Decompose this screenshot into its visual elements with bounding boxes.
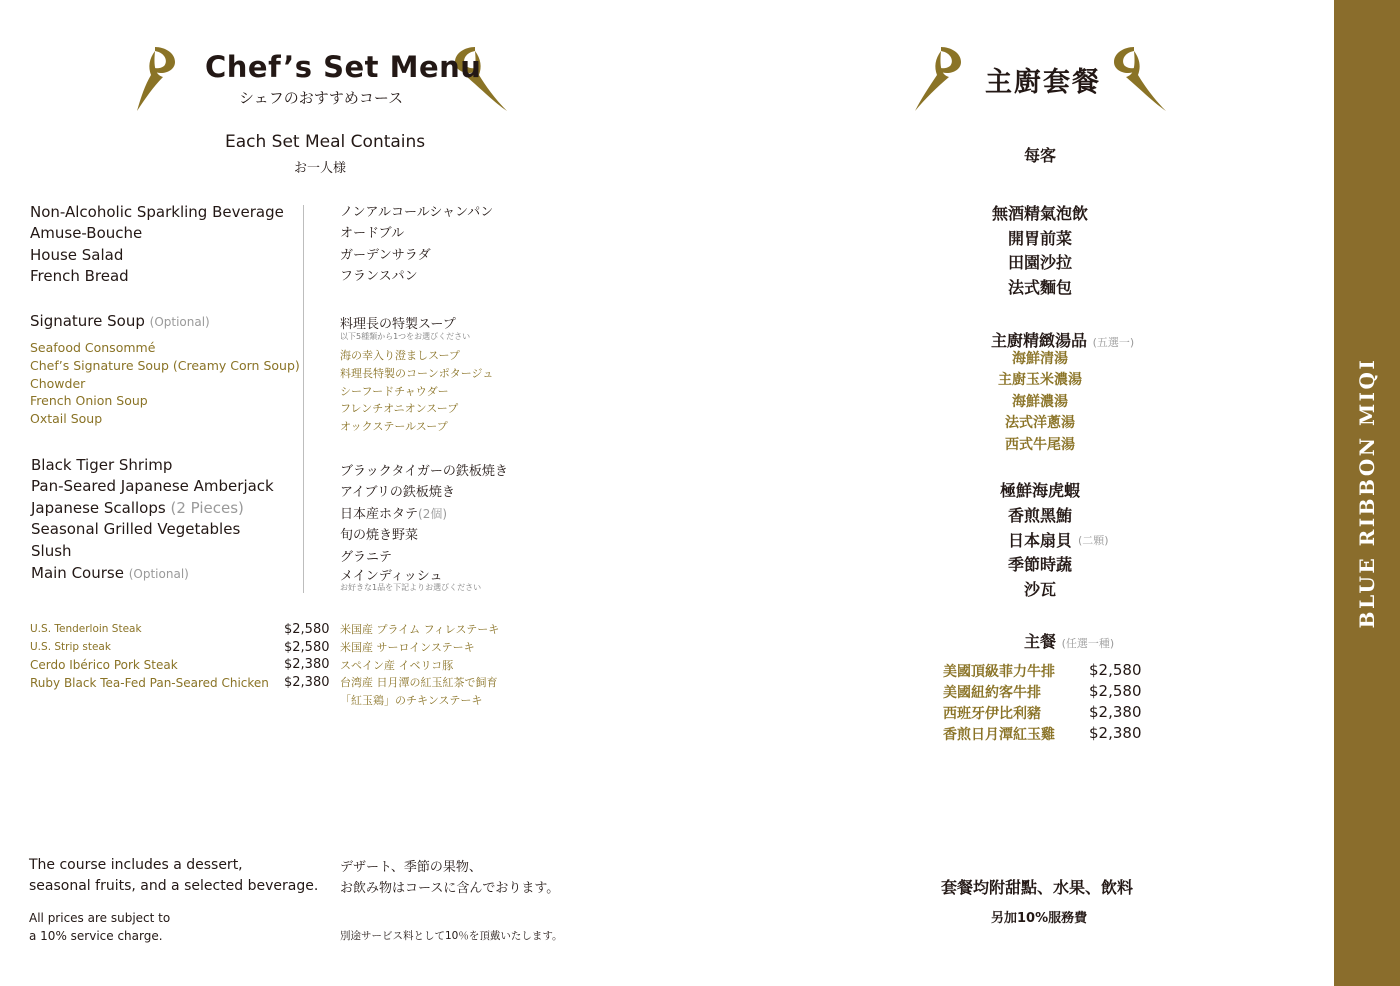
main-course-zh (1024, 629, 1114, 652)
entree-name-zh: 美國頂級菲力牛排 (943, 664, 1055, 680)
logo-mark-left-icon (137, 45, 179, 111)
footer-line-en-2: seasonal fruits, and a selected beverage. (29, 878, 319, 894)
entree-name-zh: 西班牙伊比利豬 (943, 706, 1041, 722)
footer-line-ja-1: デザート、季節の果物、 (340, 860, 482, 875)
service-note-en-1: All prices are subject to (29, 911, 171, 925)
soup-heading-zh (991, 328, 1134, 351)
entree-name: U.S. Strip steak (30, 641, 111, 653)
list-item: Seasonal Grilled Vegetables (31, 520, 241, 539)
soup-note-ja: 以下5種類から1つをお選びください (340, 332, 471, 341)
soup-note-zh: (五選一) (1092, 336, 1135, 349)
brand-name: BLUE RIBBON MIQI (1355, 357, 1379, 629)
entree-price-zh: $2,580 (1089, 682, 1142, 700)
soup-heading-ja: 料理長の特製スープ (340, 317, 456, 332)
entree-list-ja (340, 621, 499, 710)
list-item: Chef’s Signature Soup (Creamy Corn Soup) (30, 357, 300, 373)
list-item: 主廚玉米濃湯 (998, 372, 1082, 389)
list-item: 米国産 プライム フィレステーキ (340, 623, 500, 636)
list-item: オックステールスープ (340, 420, 448, 434)
footer-line-zh-1: 套餐均附甜點、水果、飲料 (941, 878, 1134, 897)
page-title-ja: シェフのおすすめコース (239, 89, 404, 107)
entree-row (30, 623, 142, 635)
list-item: 法式麵包 (1007, 277, 1072, 297)
main-course-note-zh: (任選一種) (1061, 637, 1115, 650)
list-item: French Onion Soup (30, 393, 148, 409)
list-item: Non-Alcoholic Sparkling Beverage (30, 203, 284, 221)
list-item: 「紅玉鶏」のチキンステーキ (340, 694, 483, 708)
list-item: 海の幸入り澄ましスープ (340, 349, 460, 362)
each-set-heading-ja: お一人様 (294, 161, 347, 176)
list-item: フランスパン (340, 269, 418, 285)
list-item: 台湾産 日月潭の紅玉紅茶で飼育 (340, 676, 498, 690)
main-course-optional: (Optional) (128, 567, 189, 582)
entree-row (30, 641, 111, 653)
list-item: シーフードチャウダー (340, 384, 449, 398)
main-course-label: 主餐 (1024, 632, 1057, 651)
entree-name: Cerdo Ibérico Pork Steak (30, 658, 178, 672)
service-note-en-2: a 10% service charge. (29, 929, 163, 943)
list-item: Pan-Seared Japanese Amberjack (31, 477, 274, 496)
soup-optional-label: (Optional) (149, 315, 210, 329)
list-item: 季節時蔬 (1007, 555, 1072, 575)
list-item: Amuse-Bouche (30, 224, 143, 243)
entree-name: U.S. Tenderloin Steak (30, 623, 142, 635)
list-item: 料理長特製のコーンポタージュ (340, 366, 494, 380)
entree-name: Ruby Black Tea-Fed Pan-Seared Chicken (30, 676, 269, 690)
soup-heading-label: Signature Soup (30, 312, 145, 330)
scallops-note: (2個) (418, 506, 448, 521)
list-item: オードブル (340, 226, 405, 242)
scallops-label: Japanese Scallops (31, 498, 166, 517)
logo-mark-right-zh-icon (1110, 45, 1166, 111)
main-course-label: Main Course (31, 564, 124, 583)
list-item: 極鮮海虎蝦 (999, 481, 1080, 500)
soup-heading-label: 主廚精緻湯品 (991, 331, 1088, 350)
list-item: Black Tiger Shrimp (31, 456, 173, 474)
list-item (31, 498, 274, 519)
list-item (340, 504, 508, 525)
list-item: Seafood Consommé (30, 340, 156, 355)
entree-price: $2,380 (284, 675, 330, 690)
list-item: House Salad (30, 245, 124, 264)
main-course-note-ja: お好きな1品を下記よりお選びください (340, 583, 482, 592)
list-item: 無酒精氣泡飲 (991, 204, 1088, 223)
soup-list-en (30, 339, 300, 428)
list-item: 旬の焼き野菜 (340, 528, 419, 544)
list-item: Chowder (30, 375, 86, 391)
starters-list-zh (940, 202, 1140, 300)
list-item: 法式洋蔥湯 (1005, 415, 1075, 432)
list-item: French Bread (30, 267, 129, 286)
list-item: アイブリの鉄板焼き (340, 485, 455, 501)
soup-heading-en (30, 312, 210, 330)
entree-row (30, 658, 178, 672)
entree-price: $2,580 (284, 622, 330, 637)
list-item: Slush (31, 541, 72, 560)
list-item: 海鮮濃湯 (1012, 393, 1068, 410)
list-item (31, 563, 274, 585)
column-divider (303, 205, 304, 593)
starters-list-en (30, 202, 284, 288)
each-set-heading-zh: 每客 (1024, 146, 1057, 165)
scallops-note: (二顆) (1078, 533, 1109, 547)
list-item: ガーデンサラダ (340, 247, 431, 263)
list-item: グラニテ (340, 549, 393, 565)
service-note-zh: 另加10%服務費 (991, 911, 1088, 926)
list-item: 沙瓦 (1023, 580, 1056, 600)
soup-list-zh (940, 349, 1140, 456)
footer-line-ja-2: お飲み物はコースに含んでおります。 (340, 881, 560, 896)
soup-list-ja (340, 347, 493, 436)
mains-list-ja (340, 461, 508, 568)
mains-list-en (31, 455, 274, 585)
each-set-heading: Each Set Meal Contains (225, 132, 426, 152)
entree-price-zh: $2,380 (1089, 703, 1142, 721)
mains-list-zh (940, 479, 1140, 603)
list-item: Oxtail Soup (30, 411, 103, 427)
entree-name-zh: 美國紐約客牛排 (943, 685, 1041, 701)
list-item: 田園沙拉 (1007, 253, 1072, 272)
starters-list-ja (340, 202, 493, 288)
entree-price-zh: $2,580 (1089, 661, 1142, 679)
entree-row (30, 676, 269, 690)
list-item: 海鮮清湯 (1012, 351, 1068, 367)
list-item (940, 529, 1140, 554)
logo-mark-left-zh-icon (915, 45, 967, 111)
list-item: フレンチオニオンスープ (340, 402, 459, 416)
scallops-note: (2 Pieces) (170, 498, 244, 517)
list-item: スペイン産 イベリコ豚 (340, 658, 454, 672)
scallops-label: 日本扇貝 (1007, 530, 1072, 550)
list-item: 西式牛尾湯 (1005, 436, 1075, 453)
entree-price: $2,380 (284, 657, 330, 672)
list-item: ノンアルコールシャンパン (340, 205, 494, 220)
list-item: ブラックタイガーの鉄板焼き (340, 464, 508, 479)
page-title-zh: 主廚套餐 (985, 67, 1101, 98)
list-item: 開胃前菜 (1007, 228, 1072, 248)
footer-line-en-1: The course includes a dessert, (29, 857, 243, 873)
entree-name-zh: 香煎日月潭紅玉雞 (943, 727, 1055, 743)
service-note-ja: 別途サービス料として10％を頂戴いたします。 (340, 930, 563, 942)
entree-price: $2,580 (284, 640, 330, 655)
list-item: 米国産 サーロインステーキ (340, 640, 475, 654)
list-item: 香煎黑鮪 (1007, 505, 1072, 525)
main-course-ja: メインディッシュ (340, 569, 443, 584)
scallops-label: 日本産ホタテ (340, 506, 419, 522)
page-title: Chef’s Set Menu (205, 50, 482, 84)
entree-price-zh: $2,380 (1089, 724, 1142, 742)
